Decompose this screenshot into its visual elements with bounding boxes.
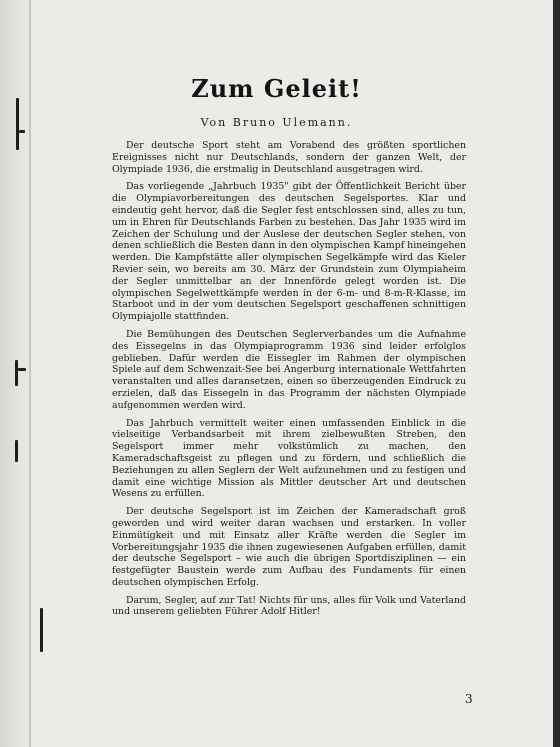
paragraph-6: Darum, Segler, auf zur Tat! Nichts für uns, alles für Volk und Vaterland und unserem geliebten Führer Adolf Hitler! (112, 594, 466, 618)
paragraph-5: Der deutsche Segelsport ist im Zeichen der Kameradschaft groß geworden und wird weiter daran wachsen und erstarken. In voller Einmütigkeit und mit Einsatz aller Kräfte werden die Segler im Vorbereitungsjahr 1935 die ihnen zugewiesenen Aufgaben erfüllen, damit der deutsche Segelsport – wie auch die übrigen Sportdisziplinen — ein festgefügter Baustein werde zum Aufbau des Fundaments für einen deutschen olympischen Erfolg. (112, 506, 466, 588)
binding-clip-bottom (40, 608, 43, 652)
paragraph-2: Das vorliegende „Jahrbuch 1935" gibt der Öffentlichkeit Bericht über die Olympiavorbereitungen des deutschen Segelsportes. Klar und eindeutig geht hervor, daß die Segler fest entschlossen sind, alles zu tun, um in Ehren für Deutschlands Farben zu bestehen. Das Jahr 1935 wird im Zeichen der Schulung und der Auslese der deutschen Segler stehen, von denen schließlich die Besten dann in den olympischen Kampf hineingehen werden. Die Kampfstätte aller olympischen Segelkämpfe wird das Kieler Revier sein, wo bereits am 30. März der Grundstein zum Olympiaheim der Segler unmittelbar an der Innenförde gelegt worden ist. Die olympischen Segelwettkämpfe werden in der 6-m- und 8-m-R-Klasse, im Starboot und in der vom deutschen Segelsport geschaffenen schnittigen Olympiajolle stattfinden. (112, 181, 466, 323)
paragraph-4: Das Jahrbuch vermittelt weiter einen umfassenden Einblick in die vielseitige Verbandsarbeit mit ihrem zielbewußten Streben, den Segelsport immer mehr volkstümlich zu machen, den Kameradschaftsgeist zu pflegen und zu fördern, und schließlich die Beziehungen zu allen Seglern der Welt aufzunehmen und zu festigen und damit eine wichtige Mission als Mittler deutscher Art und deutschen Wesens zu erfüllen. (112, 417, 466, 500)
binding-clip-middle-tab (18, 368, 26, 371)
binding-clip-middle (15, 360, 18, 386)
body-text (112, 140, 466, 624)
binding-clip-lower (15, 440, 18, 462)
paragraph-3: Die Bemühungen des Deutschen Seglerverbandes um die Aufnahme des Eissegelns in das Olympiaprogramm 1936 sind leider erfolglos geblieben. Dafür werden die Eissegler im Rahmen der olympischen Spiele auf dem Schwenzait-See bei Angerburg internationale Wettfahrten veranstalten und alles daransetzen, einen so überzeugenden Eindruck zu erzielen, daß das Eissegeln in das Programm der nächsten Olympiade aufgenommen werden wird. (112, 328, 466, 411)
paragraph-1: Der deutsche Sport steht am Vorabend des größten sportlichen Ereignisses nicht nur Deutschlands, sondern der ganzen Welt, der Olympiade 1936, die erstmalig in Deutschland ausgetragen wird. (112, 140, 466, 175)
page-number: 3 (465, 692, 473, 706)
binding-clip-top-tab (19, 130, 25, 133)
page-title: Zum Geleit! (191, 74, 362, 103)
binding-fold-line (29, 0, 31, 747)
author-line: Von Bruno Ulemann. (200, 116, 353, 129)
